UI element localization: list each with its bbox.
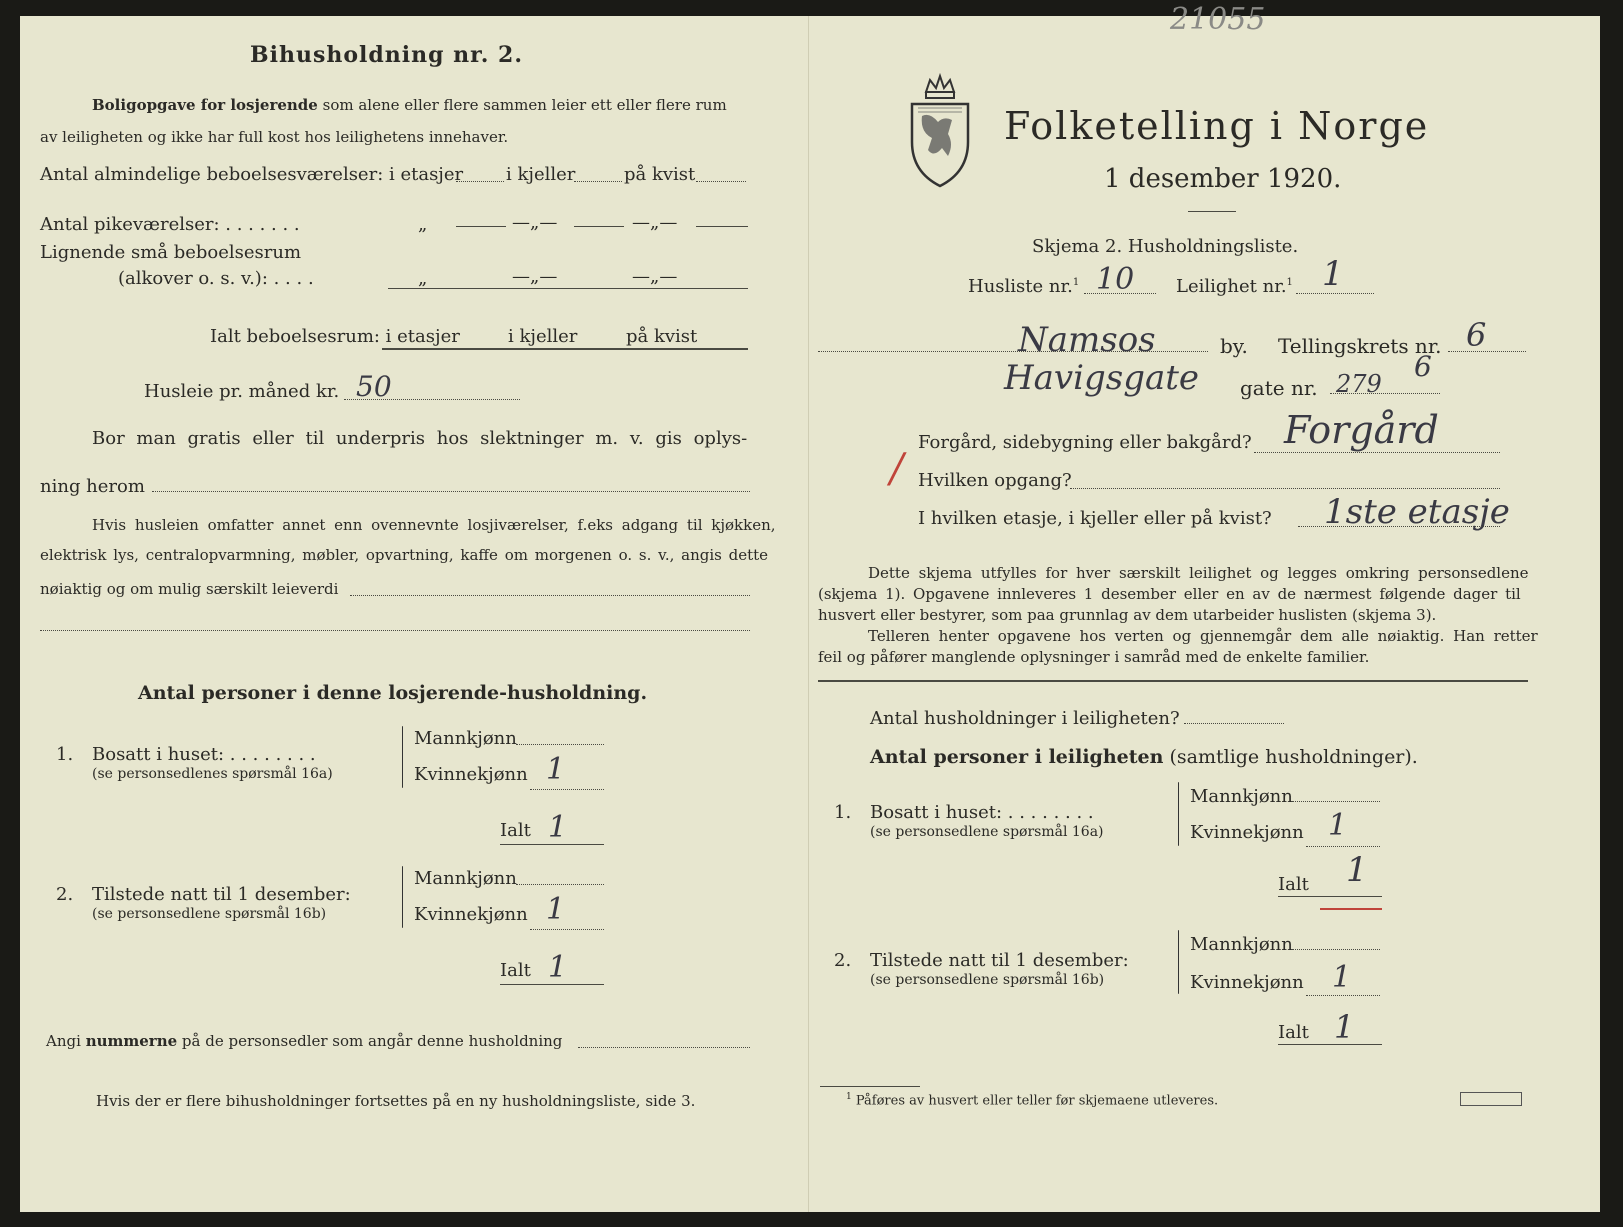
q1-ialt-field[interactable] (500, 844, 604, 845)
lignende-field-line[interactable] (388, 288, 748, 289)
instruction-line-2: (skjema 1). Opgavene innleveres 1 desember eller en av de nærmest følgende dager til (818, 585, 1521, 603)
husliste-label: Husliste nr. (968, 276, 1073, 297)
kjeller-field[interactable] (574, 181, 622, 182)
tellingskrets-value: 6 (1466, 316, 1487, 354)
q1-sub: (se personsedlenes spørsmål 16a) (92, 766, 333, 782)
forgard-field[interactable] (1254, 452, 1500, 453)
intro-rest: som alene eller flere sammen leier ett eller flere rum (322, 96, 727, 114)
right-q1-kvinne-label: Kvinnekjønn (1190, 822, 1304, 843)
q1-kvinne-value: 1 (546, 752, 566, 787)
q1-label: Bosatt i huset: . . . . . . . . (92, 744, 316, 765)
left-footer-note: Hvis der er flere bihusholdninger fortsettes på en ny husholdningsliste, side 3. (96, 1092, 696, 1110)
tellingskrets-field[interactable] (1448, 351, 1526, 352)
q1-mann-label: Mannkjønn (414, 728, 517, 749)
forgard-value: Forgård (1284, 408, 1439, 452)
right-page-title: Folketelling i Norge (1004, 104, 1430, 148)
gate-label: gate nr. (1240, 376, 1318, 400)
ialt-beboelsesrum-label: Ialt beboelsesrum: i etasjer (210, 326, 460, 347)
ditto-mark: „ (418, 214, 428, 235)
q2-mann-field[interactable] (516, 884, 604, 885)
ialt-rooms-total-line[interactable] (382, 348, 748, 350)
norwegian-coat-of-arms-icon (908, 72, 972, 190)
q1-brace (402, 726, 403, 788)
q2-sub: (se personsedlene spørsmål 16b) (92, 906, 327, 922)
right-q2-ialt-field[interactable] (1278, 1044, 1382, 1045)
right-q2-kvinne-field[interactable] (1306, 995, 1380, 996)
q2-label: Tilstede natt til 1 desember: (92, 884, 351, 905)
red-check-mark: / (890, 446, 904, 492)
q2-ialt-label: Ialt (500, 960, 531, 981)
antal-personer-bold: Antal personer i leiligheten (870, 746, 1164, 768)
opgang-question: Hvilken opgang? (918, 470, 1072, 491)
by-value: Namsos (1018, 320, 1156, 360)
q2-ialt-value: 1 (548, 950, 568, 985)
q1-mann-field[interactable] (516, 744, 604, 745)
right-q2-ialt-label: Ialt (1278, 1022, 1309, 1043)
pike-kvist-field[interactable] (696, 226, 748, 227)
leieverdi-field[interactable] (350, 595, 750, 596)
right-q2-brace (1178, 930, 1179, 994)
pa-kvist-label: på kvist (624, 164, 696, 185)
right-q1-ialt-label: Ialt (1278, 874, 1309, 895)
kvist-field[interactable] (696, 181, 746, 182)
lignende-label-1: Lignende små beboelsesrum (40, 242, 302, 263)
instruction-line-3: husvert eller bestyrer, som paa grunnlag av dem utarbeider huslisten (skjema 3). (818, 606, 1437, 624)
husleie-label: Husleie pr. måned kr. (144, 381, 340, 402)
leilighet-label: Leilighet nr. (1176, 276, 1287, 297)
pike-kjeller-field[interactable] (574, 226, 624, 227)
antal-husholdninger-field[interactable] (1184, 723, 1284, 724)
husleie-value: 50 (356, 370, 392, 403)
q2-brace (402, 866, 403, 928)
right-q2-ialt-value: 1 (1334, 1008, 1355, 1046)
footnote-rule (820, 1086, 920, 1087)
bor-gratis-field[interactable] (152, 491, 750, 492)
husleie-field[interactable] (344, 399, 520, 400)
bor-gratis-line-2: ning herom (40, 476, 145, 497)
q2-kvinne-field[interactable] (530, 929, 604, 930)
footnote-mark: 1 (846, 1092, 852, 1102)
printer-mark (1460, 1092, 1522, 1106)
pa-kvist-label: på kvist (626, 326, 698, 347)
husliste-value: 10 (1096, 262, 1135, 297)
by-label: by. (1220, 334, 1248, 358)
instruction-line-5: feil og påfører manglende oplysninger i samråd med de enkelte familier. (818, 648, 1370, 666)
forgard-question: Forgård, sidebygning eller bakgård? (918, 432, 1252, 453)
angi-rest: på de personsedler som angår denne husholdning (181, 1032, 563, 1050)
gate-value: Havigsgate (1004, 358, 1200, 398)
right-q1-kvinne-field[interactable] (1306, 846, 1380, 847)
ditto-mark: —„— (512, 212, 558, 233)
gate-nr-extra-value: 6 (1414, 350, 1432, 383)
right-q1-brace (1178, 782, 1179, 846)
by-field[interactable] (818, 351, 1208, 352)
ditto-mark: —„— (512, 266, 558, 287)
right-q1-number: 1. (834, 802, 852, 823)
archive-number-stamp: 21055 (1170, 2, 1266, 37)
angi-pre: Angi (46, 1032, 81, 1050)
etasje-question: I hvilken etasje, i kjeller eller på kvist? (918, 508, 1272, 529)
right-q1-kvinne-value: 1 (1328, 808, 1348, 843)
q2-kvinne-value: 1 (546, 892, 566, 927)
i-kjeller-label: i kjeller (508, 326, 578, 347)
right-q1-mann-label: Mannkjønn (1190, 786, 1293, 807)
antal-husholdninger-label: Antal husholdninger i leiligheten? (870, 708, 1180, 729)
gate-nr-value: 279 (1336, 370, 1382, 398)
page-fold (808, 16, 809, 1212)
instruction-line-4: Telleren henter opgavene hos verten og gjennemgår dem alle nøiaktig. Han retter (868, 627, 1538, 645)
footnote-mark: 1 (1072, 277, 1080, 288)
q1-ialt-value: 1 (548, 810, 568, 845)
right-q1-mann-field[interactable] (1292, 801, 1380, 802)
ditto-mark: „ (418, 268, 428, 289)
leilighet-value: 1 (1322, 254, 1344, 294)
q2-mann-label: Mannkjønn (414, 868, 517, 889)
hvis-line-2: elektrisk lys, centralopvarmning, møbler, opvartning, kaffe om morgenen o. s. v., angis dette (40, 546, 769, 564)
q1-kvinne-field[interactable] (530, 789, 604, 790)
q1-ialt-label: Ialt (500, 820, 531, 841)
leilighet-field[interactable] (1296, 293, 1374, 294)
i-kjeller-label: i kjeller (506, 164, 576, 185)
right-q2-sub: (se personsedlene spørsmål 16b) (870, 972, 1105, 988)
tellingskrets-label: Tellingskrets nr. (1278, 334, 1442, 358)
census-date: 1 desember 1920. (1104, 164, 1342, 194)
gate-nr-field[interactable] (1330, 393, 1440, 394)
hvis-line-1: Hvis husleien omfatter annet enn ovennevnte losjiværelser, f.eks adgang til kjøkken, (92, 516, 776, 534)
antal-rooms-label: Antal almindelige beboelsesværelser: i etasjer (40, 164, 464, 185)
lignende-label-2: (alkover o. s. v.): . . . . (118, 268, 314, 289)
intro-bold: Boligopgave for losjerende (92, 96, 318, 114)
right-q1-sub: (se personsedlene spørsmål 16a) (870, 824, 1104, 840)
section-divider (818, 680, 1528, 682)
right-q1-ialt-value: 1 (1346, 850, 1368, 890)
husliste-field[interactable] (1084, 293, 1156, 294)
footnote-text: Påføres av husvert eller teller før skjemaene utleveres. (855, 1093, 1219, 1109)
right-q1-label: Bosatt i huset: . . . . . . . . (870, 802, 1094, 823)
angi-field[interactable] (578, 1047, 750, 1048)
right-q2-label: Tilstede natt til 1 desember: (870, 950, 1129, 971)
bor-gratis-line-1: Bor man gratis eller til underpris hos slektninger m. v. gis oplys- (92, 428, 748, 449)
etasje-value: 1ste etasje (1324, 492, 1510, 532)
right-q2-kvinne-label: Kvinnekjønn (1190, 972, 1304, 993)
skjema-label: Skjema 2. Husholdningsliste. (1032, 236, 1299, 257)
q1-number: 1. (56, 744, 74, 765)
hvis-line-3: nøiaktig og om mulig særskilt leieverdi (40, 580, 339, 598)
right-q2-kvinne-value: 1 (1332, 960, 1352, 995)
intro-line-2: av leiligheten og ikke har full kost hos leilighetens innehaver. (40, 128, 509, 146)
antal-personer-rest: (samtlige husholdninger). (1169, 746, 1418, 768)
right-q1-ialt-field[interactable] (1278, 896, 1382, 897)
right-q2-mann-field[interactable] (1292, 949, 1380, 950)
leieverdi-field-2[interactable] (40, 630, 750, 631)
title-rule (1188, 211, 1236, 212)
etasje-field[interactable] (1298, 526, 1500, 527)
angi-bold: nummerne (85, 1032, 178, 1050)
pikevaerelser-label: Antal pikeværelser: . . . . . . . (40, 214, 300, 235)
q2-kvinne-label: Kvinnekjønn (414, 904, 528, 925)
opgang-field[interactable] (1070, 488, 1500, 489)
q1-kvinne-label: Kvinnekjønn (414, 764, 528, 785)
red-underline-mark (1320, 908, 1382, 910)
q2-ialt-field[interactable] (500, 984, 604, 985)
footnote-mark: 1 (1286, 277, 1293, 288)
right-q2-number: 2. (834, 950, 852, 971)
etasjer-field[interactable] (456, 181, 504, 182)
antal-personer-heading: Antal personer i denne losjerende-husholdning. (138, 682, 648, 704)
left-page-title: Bihusholdning nr. 2. (250, 42, 523, 68)
instruction-line-1: Dette skjema utfylles for hver særskilt leilighet og legges omkring personsedlene (868, 564, 1529, 582)
ditto-mark: —„— (632, 212, 678, 233)
q2-number: 2. (56, 884, 74, 905)
right-q2-mann-label: Mannkjønn (1190, 934, 1293, 955)
pike-etasjer-field[interactable] (456, 226, 506, 227)
ditto-mark: —„— (632, 266, 678, 287)
